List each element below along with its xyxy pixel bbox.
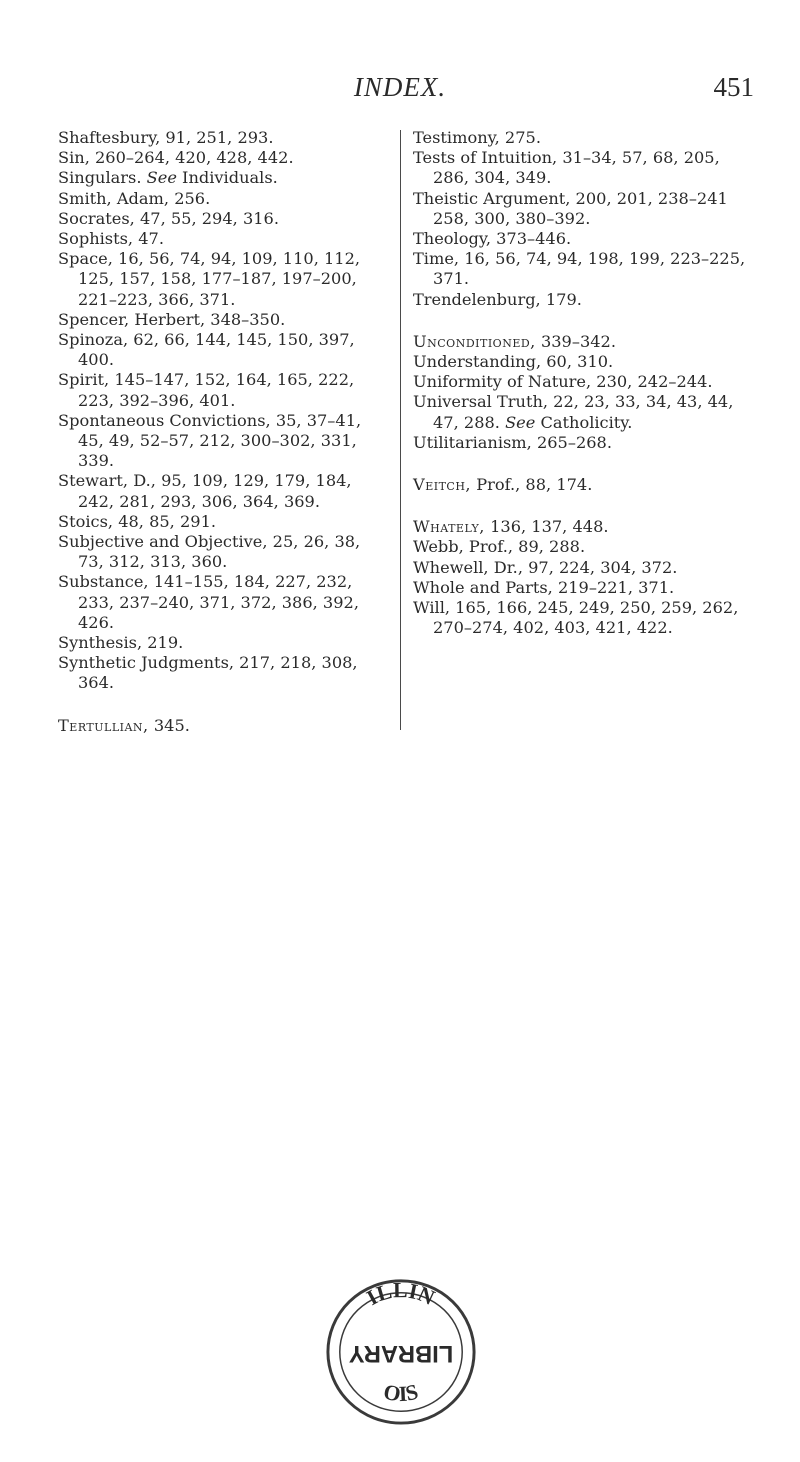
page-header [0,72,800,112]
index-entry [58,716,390,736]
entry-pages: 265–268. [531,432,612,452]
column-divider [400,130,401,730]
entry-pages: Dr., 97, 224, 304, 372. [488,557,678,577]
entry-pages: Prof., 88, 174. [471,475,593,495]
entry-heading: Socrates, [58,208,135,228]
entry-pages: 260–264, 420, 428, 442. [89,148,294,168]
index-entry [58,532,390,572]
entry-heading: Whately, [413,517,485,537]
entry-pages: 91, 251, 293. [160,128,274,147]
entry-pages: Prof., 89, 288. [463,537,586,557]
entry-heading: Shaftesbury, [58,128,161,147]
entry-pages: 16, 56, 74, 94, 109, 110, 112, 125, 157, 158, 177–187, 197–200, 221–223, 366, 371. [78,249,361,309]
index-entry [413,392,753,432]
page-title: INDEX. [353,72,447,102]
index-entry [413,537,753,557]
index-entry [58,229,390,249]
index-entry [413,148,753,188]
entry-gap [58,694,390,716]
entry-heading: Time, [413,249,460,269]
index-entry [413,475,753,495]
index-entry [413,128,753,148]
index-entry [413,352,753,372]
entry-heading: Stewart, D., [58,471,156,491]
entry-heading: Synthetic Judgments, [58,653,235,673]
index-entry [58,411,390,472]
index-entry [58,370,390,410]
entry-heading: Smith, Adam, [58,188,170,208]
index-entry [58,209,390,229]
index-entry [413,229,753,249]
entry-heading: Theistic Argument, [413,188,571,208]
entry-pages: 217, 218, 308, 364. [78,653,358,693]
entry-pages: 60, 310. [541,352,614,372]
entry-pages: 200, 201, 238–241 258, 300, 380–392. [433,188,728,228]
entry-pages: 219–221, 371. [552,577,675,597]
entry-pages: 48, 85, 291. [113,511,217,531]
entry-heading: Sophists, [58,229,134,249]
index-entry [413,372,753,392]
entry-pages: 345. [148,715,190,735]
entry-heading: Spinoza, [58,330,129,350]
index-column-right [413,128,753,638]
entry-pages: 348–350. [205,309,286,329]
index-column-left [58,128,390,736]
entry-heading: Uniformity of Nature, [413,372,592,392]
entry-pages: 179. [540,289,582,309]
entry-gap [413,310,753,332]
index-entry [413,189,753,229]
entry-heading: Universal Truth, [413,392,549,412]
index-entry [413,578,753,598]
index-entry [413,433,753,453]
entry-heading: Whewell, [413,557,489,577]
see-reference: See [499,412,536,432]
index-entry [413,249,753,289]
index-entry [58,471,390,511]
stamp-center-text: LIBRARY [348,1340,454,1367]
entry-pages: 339–342. [535,331,616,351]
see-reference: See [141,168,177,188]
entry-pages: 165, 166, 245, 249, 250, 259, 262, 270–274, 402, 403, 421, 422. [433,598,739,638]
entry-heading: Substance, [58,572,149,592]
index-entry [58,249,390,310]
index-entry [413,332,753,352]
entry-heading: Tests of Intuition, [413,148,558,168]
entry-pages: 145–147, 152, 164, 165, 222, 223, 392–396, 401. [78,370,355,410]
entry-heading: Testimony, [413,128,500,147]
entry-pages: 47. [133,229,164,249]
index-entry [413,598,753,638]
page-number: 451 [713,72,754,102]
entry-pages: 256. [169,188,211,208]
index-entry [58,148,390,168]
entry-pages: 275. [499,128,541,147]
entry-pages: 35, 37–41, 45, 49, 52–57, 212, 300–302, 331, 339. [78,410,362,471]
index-entry [58,512,390,532]
entry-pages: 95, 109, 129, 179, 184, 242, 281, 293, 306, 364, 369. [78,471,352,511]
entry-heading: Veitch, [413,475,472,495]
entry-pages: 22, 23, 33, 34, 43, 44, 47, 288. [433,392,734,432]
stamp-top-text: ILLIN [362,1278,439,1311]
entry-pages: 219. [142,633,184,653]
entry-pages: 47, 55, 294, 316. [134,208,279,228]
index-entry [58,310,390,330]
entry-heading: Utilitarianism, [413,432,532,452]
index-entry [413,558,753,578]
entry-pages: Individuals. [176,168,278,188]
index-entry [58,330,390,370]
entry-pages: 62, 66, 144, 145, 150, 397, 400. [78,330,355,370]
entry-pages: 136, 137, 448. [484,517,609,537]
index-entry [413,290,753,310]
entry-heading: Space, [58,249,113,269]
entry-pages: 16, 56, 74, 94, 198, 199, 223–225, 371. [433,249,746,289]
entry-heading: Will, [413,598,451,618]
entry-heading: Subjective and Objective, [58,532,268,552]
entry-pages: 373–446. [490,229,572,249]
entry-heading: Stoics, [58,511,114,531]
index-entry [58,128,390,148]
entry-pages: 25, 26, 38, 73, 312, 313, 360. [78,532,361,572]
index-entry [58,633,390,653]
library-stamp [322,1270,480,1430]
entry-gap [413,453,753,475]
entry-heading: Sin, [58,148,90,168]
entry-heading: Spontaneous Convictions, [58,410,271,430]
index-entry [413,517,753,537]
see-target: Catholicity. [535,412,633,432]
entry-gap [413,495,753,517]
entry-heading: Whole and Parts, [413,577,553,597]
index-entry [58,189,390,209]
entry-heading: Unconditioned, [413,331,536,351]
entry-heading: Trendelenburg, [413,289,541,309]
stamp-bottom-text: OIS [381,1379,421,1407]
index-entry [58,572,390,633]
entry-heading: Synthesis, [58,633,143,653]
entry-heading: Theology, [413,229,491,249]
entry-pages: 31–34, 57, 68, 205, 286, 304, 349. [433,148,720,188]
index-entry [58,168,390,188]
entry-heading: Webb, [413,537,464,557]
entry-pages: 141–155, 184, 227, 232, 233, 237–240, 371, 372, 386, 392, 426. [78,572,359,632]
entry-heading: Tertullian, [58,715,149,735]
entry-heading: Spirit, [58,370,110,390]
index-entry [58,653,390,693]
entry-heading: Understanding, [413,352,542,372]
entry-pages: 230, 242–244. [591,372,713,392]
entry-heading: Singulars. [58,168,142,188]
entry-heading: Spencer, Herbert, [58,309,206,329]
